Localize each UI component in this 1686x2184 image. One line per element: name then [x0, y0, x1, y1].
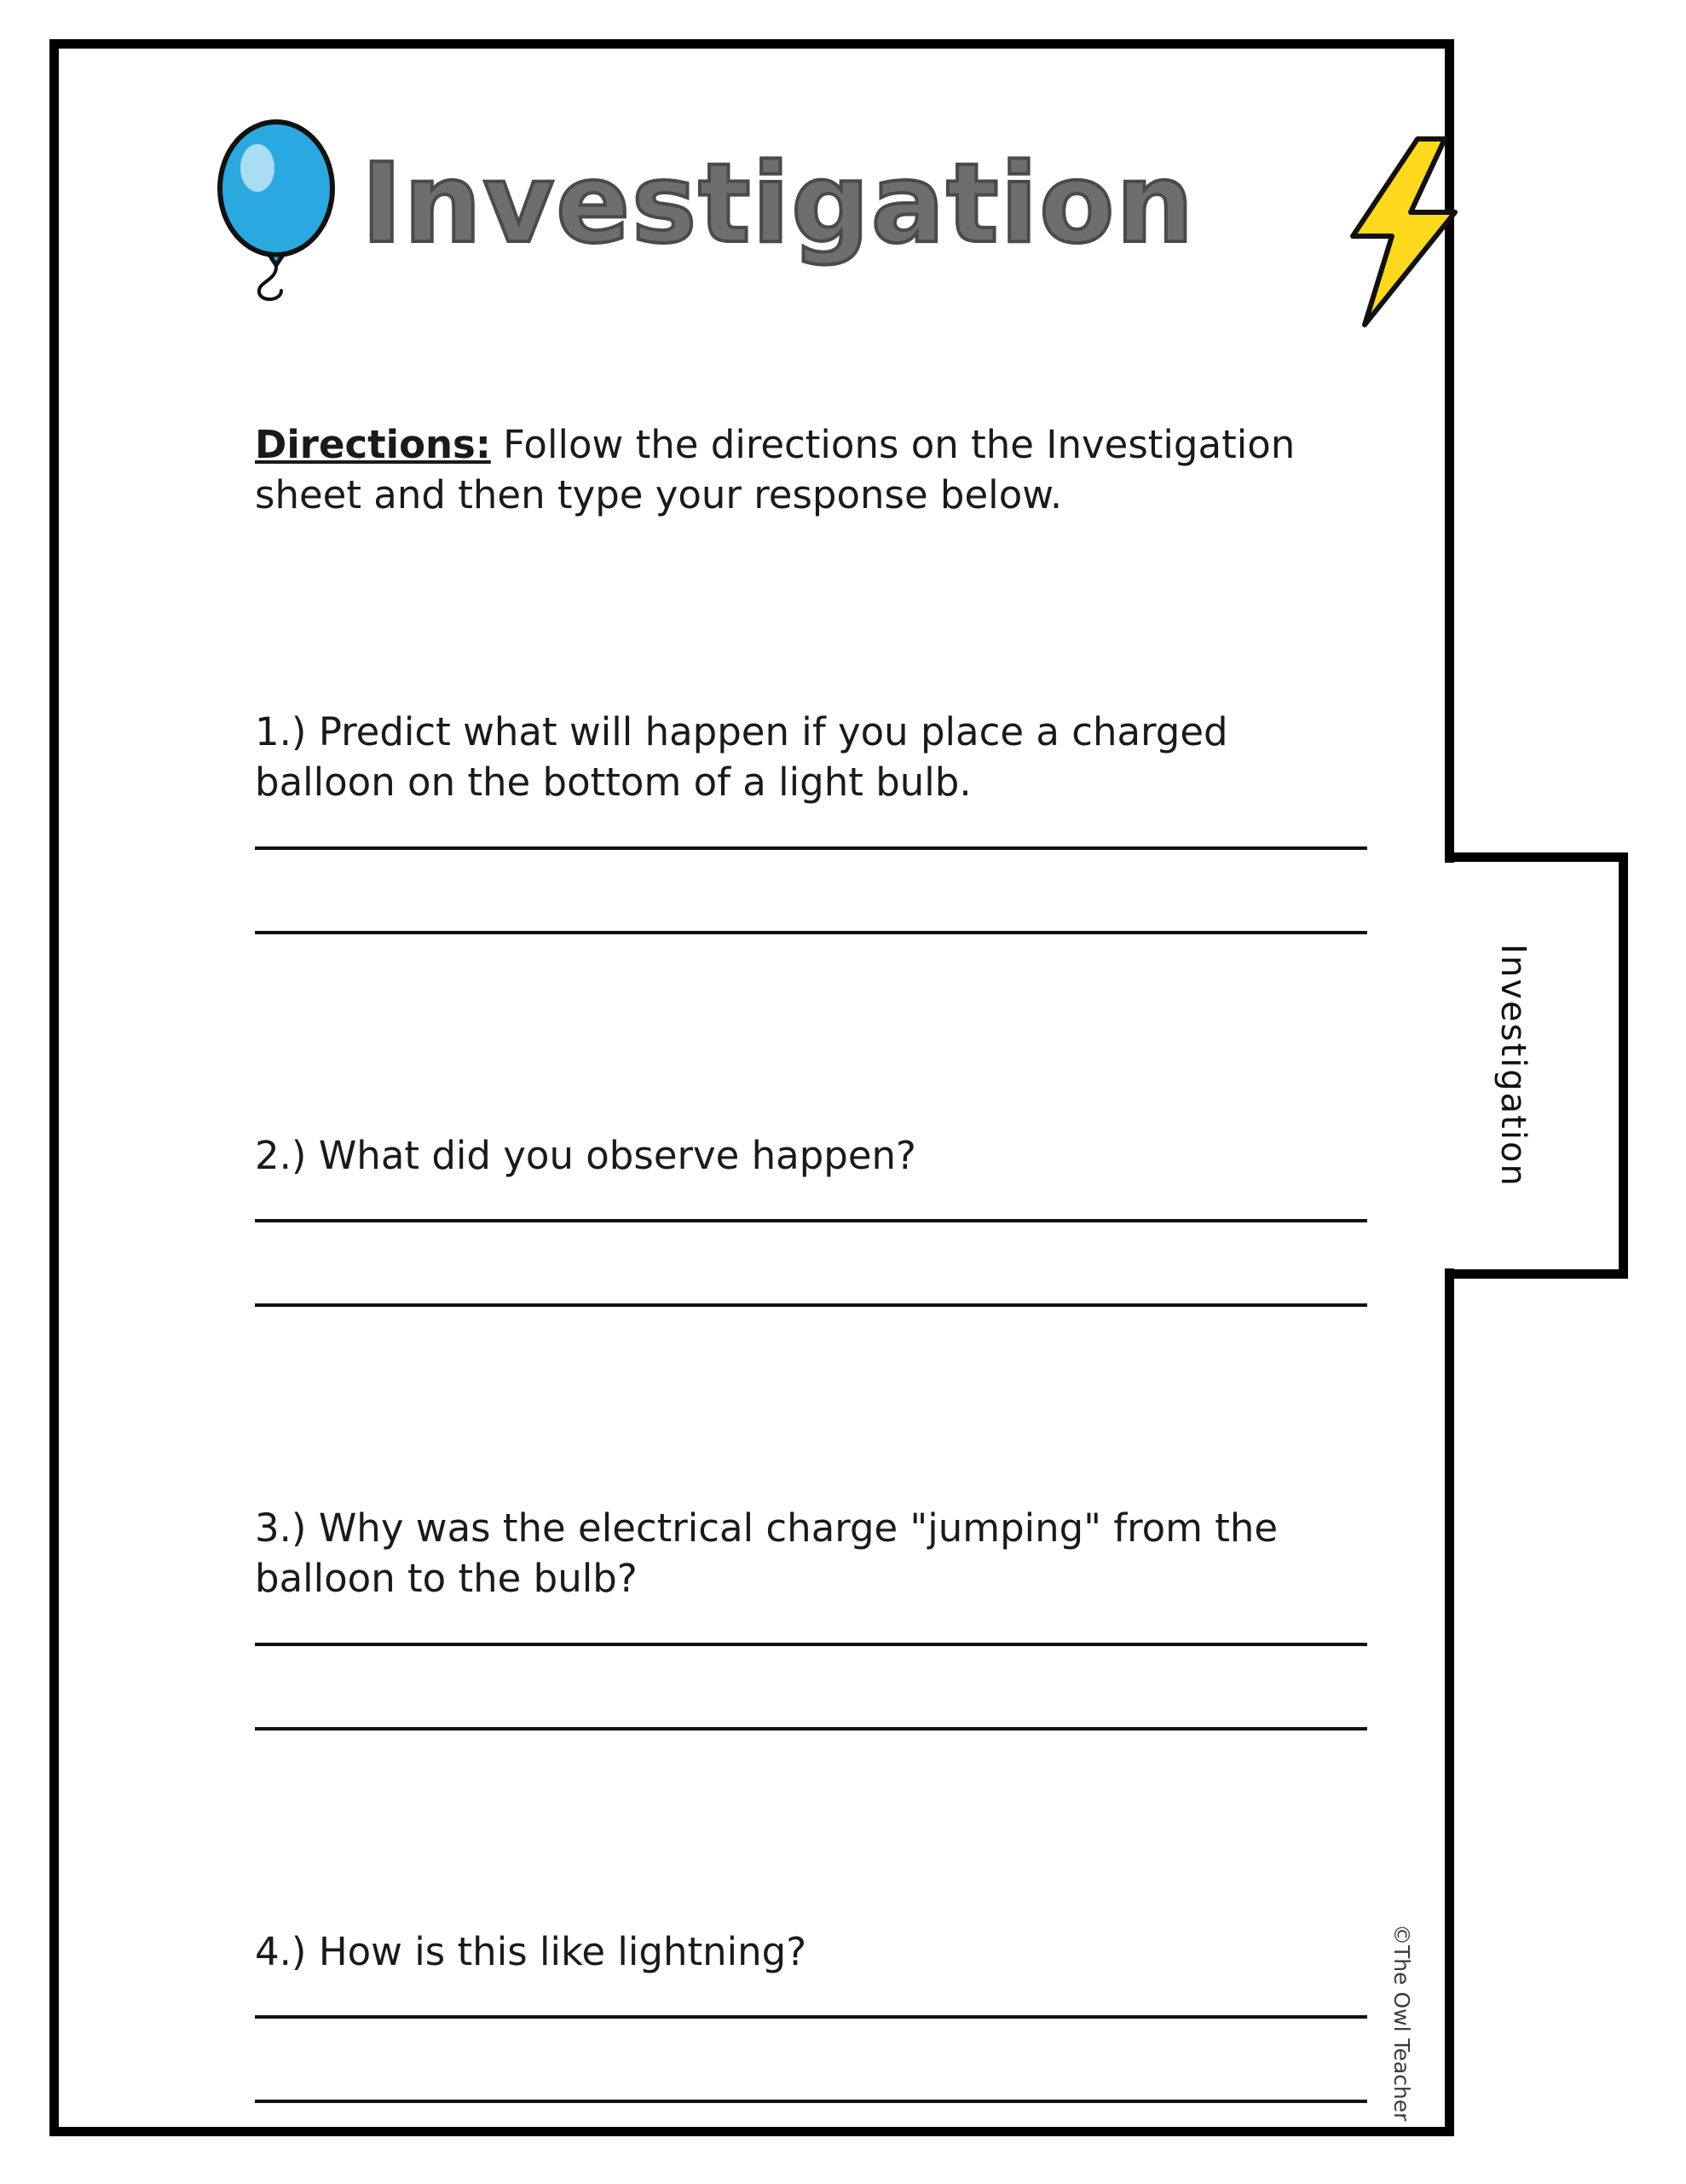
question-body: How is this like lightning? [318, 1928, 807, 1974]
worksheet-sheet [49, 39, 1454, 2136]
tab-joint [1441, 863, 1459, 1268]
directions-label: Directions: [255, 422, 491, 467]
worksheet-header [144, 100, 1423, 313]
worksheet-content [255, 381, 1380, 2184]
answer-line[interactable] [255, 1219, 1367, 1222]
answer-line[interactable] [255, 1643, 1367, 1646]
answer-lines [255, 2015, 1380, 2103]
balloon-icon [208, 118, 353, 315]
question-block [255, 1503, 1380, 1730]
question-block [255, 1130, 1380, 1307]
question-body: Why was the electrical charge "jumping" from the balloon to the bulb? [255, 1505, 1279, 1602]
side-tab-label: Investigation [1493, 944, 1533, 1187]
lightning-bolt-icon [1336, 134, 1472, 330]
question-number: 1.) [255, 708, 307, 754]
answer-line[interactable] [255, 931, 1367, 934]
page-title: Investigation [361, 141, 1196, 268]
question-number: 4.) [255, 1928, 307, 1974]
question-text [255, 1503, 1380, 1604]
directions-text: Follow the directions on the Investigation sheet and then type your response below. [255, 422, 1296, 518]
directions-paragraph [255, 419, 1380, 521]
answer-line[interactable] [255, 2015, 1367, 2019]
question-text [255, 1130, 1380, 1181]
question-body: Predict what will happen if you place a charged balloon on the bottom of a light bulb. [255, 708, 1228, 806]
question-block [255, 707, 1380, 934]
answer-line[interactable] [255, 846, 1367, 850]
answer-line[interactable] [255, 1727, 1367, 1730]
question-text [255, 707, 1380, 808]
question-number: 3.) [255, 1505, 307, 1551]
copyright-credit: ©The Owl Teacher [1389, 1924, 1414, 2122]
answer-line[interactable] [255, 2100, 1367, 2103]
question-block [255, 1927, 1380, 2103]
answer-lines [255, 846, 1380, 934]
question-body: What did you observe happen? [318, 1132, 916, 1178]
answer-lines [255, 1643, 1380, 1730]
answer-lines [255, 1219, 1380, 1307]
question-number: 2.) [255, 1132, 307, 1178]
question-text [255, 1927, 1380, 1977]
answer-line[interactable] [255, 1303, 1367, 1307]
